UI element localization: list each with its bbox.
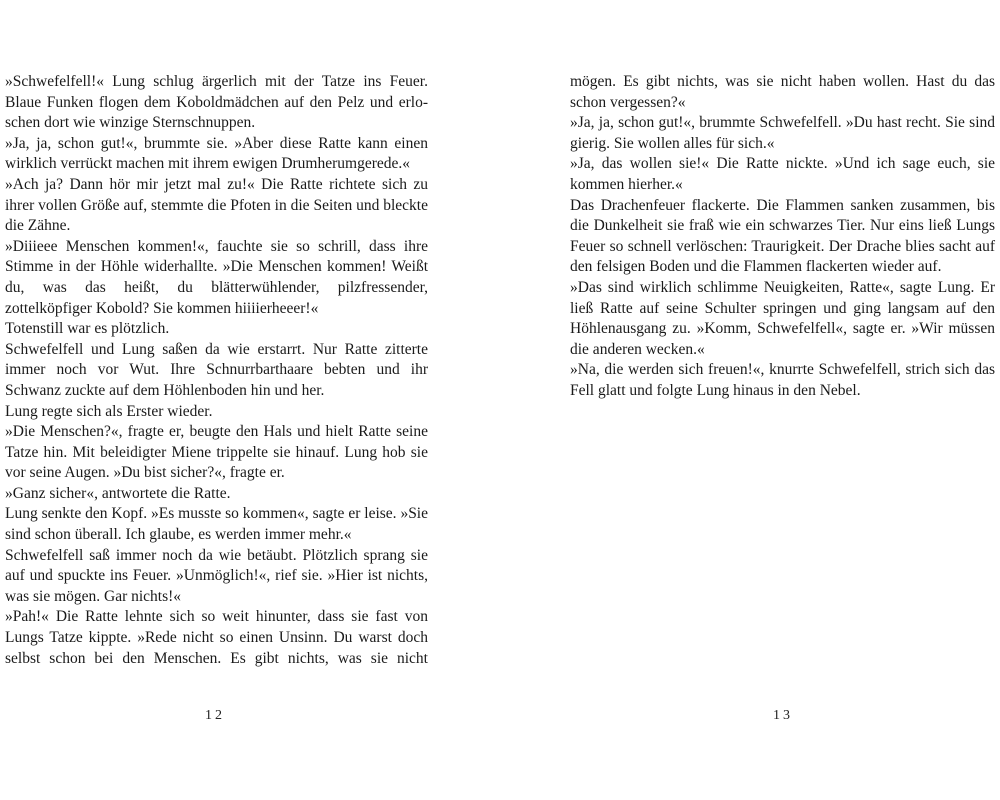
left-page-text [5,72,428,669]
page-number-left: 12 [205,708,225,723]
page-number-right: 13 [773,708,793,723]
paragraph: »Ja, das wollen sie!« Die Ratte nickte. »Und ich sage euch, sie kommen hierher.« [570,155,995,193]
paragraph: »Diiieee Menschen kommen!«, fauchte sie so schrill, dass ihre Stimme in der Höhle widerhallte. »Die Menschen kommen! Weißt du, was das heißt, du blätterwühlender, pilzfressender, zottelköpfiger Kobold? Sie kommen hiiiierheeer!« [5,237,428,317]
paragraph: »Ach ja? Dann hör mir jetzt mal zu!« Die Ratte richtete sich zu ihrer vollen Größe auf, stemmte die Pfoten in die Seiten und bleckte die Zähne. [5,175,428,235]
paragraph: Das Drachenfeuer flackerte. Die Flammen sanken zusammen, bis die Dunkelheit sie fraß wie ein schwarzes Tier. Nur eins ließ Lungs Feuer so schnell verlöschen: Traurigkeit. Der Drache blies sacht auf den felsigen Boden und die Flammen flackerten wieder auf. [570,196,995,276]
paragraph: Schwefelfell und Lung saßen da wie erstarrt. Nur Ratte zitterte immer noch vor Wut. Ihre Schnurrbarthaare bebten und ihr Schwanz zuckte auf dem Höhlenboden hin und her. [5,340,428,399]
paragraph: »Ja, ja, schon gut!«, brummte sie. »Aber diese Ratte kann einen wirklich verrückt machen mit ihrem ewigen Drumherumgerede.« [5,134,428,173]
paragraph: »Schwefelfell!« Lung schlug ärgerlich mit der Tatze ins Feuer. Blaue Funken flogen dem Koboldmädchen auf den Pelz und erloschen dort wie winzige Sternschnuppen. [5,73,428,132]
paragraph: »Pah!« Die Ratte lehnte sich so weit hinunter, dass sie fast von Lungs Tatze kippte. »Rede nicht so einen Unsinn. Du warst doch selbst schon bei den Menschen. Es gibt nichts, was sie nicht [5,608,428,667]
paragraph: mögen. Es gibt nichts, was sie nicht haben wollen. Hast du das schon vergessen?« [570,73,995,111]
paragraph: »Ganz sicher«, antwortete die Ratte. [5,484,231,502]
paragraph: Schwefelfell saß immer noch da wie betäubt. Plötzlich sprang sie auf und spuckte ins Feuer. »Unmöglich!«, rief sie. »Hier ist nichts, was sie mögen. Gar nichts!« [5,546,428,605]
paragraph: »Na, die werden sich freuen!«, knurrte Schwefelfell, strich sich das Fell glatt und folgte Lung hinaus in den Nebel. [570,361,995,399]
paragraph: »Die Menschen?«, fragte er, beugte den Hals und hielt Ratte seine Tatze hin. Mit beleidigter Miene trippelte sie hinauf. Lung hob sie vor seine Augen. »Du bist sicher?«, fragte er. [5,423,428,482]
paragraph: Lung senkte den Kopf. »Es musste so kommen«, sagte er leise. »Sie sind schon überall. Ich glaube, es werden immer mehr.« [5,505,428,544]
paragraph: »Ja, ja, schon gut!«, brummte Schwefelfell. »Du hast recht. Sie sind gierig. Sie wollen alles für sich.« [570,114,995,152]
paragraph: Lung regte sich als Erster wieder. [5,402,213,420]
paragraph: Totenstill war es plötzlich. [5,320,170,338]
paragraph: »Das sind wirklich schlimme Neuigkeiten, Ratte«, sagte Lung. Er ließ Ratte auf seine Schulter springen und ging langsam auf den Höhlenausgang zu. »Komm, Schwefelfell«, sagte er. »Wir müssen die anderen wecken.« [570,278,995,358]
right-page-text [570,72,995,402]
